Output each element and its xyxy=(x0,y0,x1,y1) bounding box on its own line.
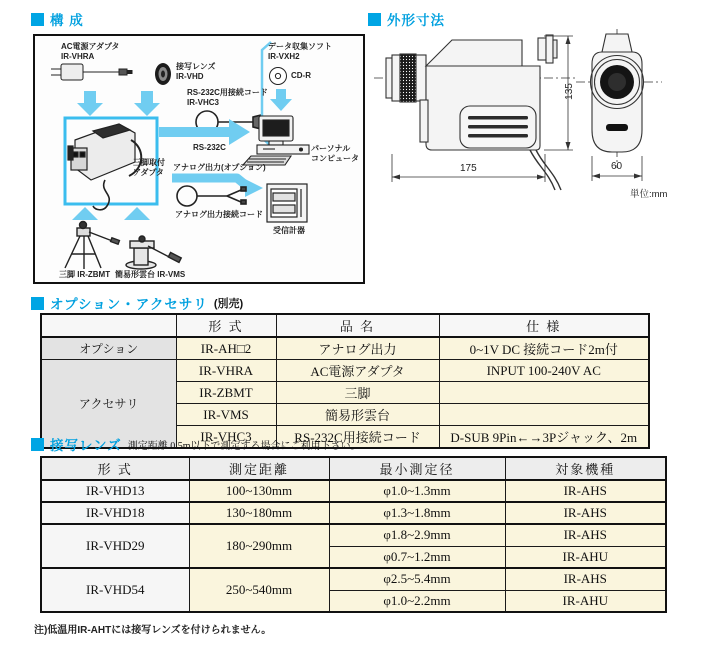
lens-title: 接写レンズ xyxy=(50,438,122,453)
table-header-row xyxy=(41,457,666,480)
dimensions-section-heading xyxy=(368,9,445,29)
closeup-lens-label: 接写レンズ IR-VHD xyxy=(176,62,216,81)
cell-name: 三脚 xyxy=(276,382,439,404)
options-title-suffix: (別売) xyxy=(213,298,244,310)
header-name: 品 名 xyxy=(276,314,439,337)
section-square-icon xyxy=(31,438,44,451)
tripod-icon xyxy=(65,222,119,270)
header-model: 形 式 xyxy=(176,314,276,337)
cell-model: IR-VHRA xyxy=(176,360,276,382)
analog-out-label: アナログ出力(オプション) xyxy=(173,163,266,172)
header-model: 形 式 xyxy=(41,457,189,480)
software-label: データ収集ソフト IR-VXH2 xyxy=(268,42,332,61)
table-row xyxy=(41,502,666,524)
cdr-label: CD-R xyxy=(291,71,311,80)
rs232c-arrow xyxy=(159,119,250,145)
header-target: 対象機種 xyxy=(505,457,666,480)
section-square-icon xyxy=(31,13,44,26)
rs232c-label: RS-232C xyxy=(193,143,226,152)
table-row xyxy=(41,337,649,360)
cell-model: IR-VHD54 xyxy=(41,568,189,612)
cell-distance: 130~180mm xyxy=(189,502,329,524)
device-icon xyxy=(68,124,141,210)
ac-adapter-label: AC電源アダプタ IR-VHRA xyxy=(61,42,120,61)
dim-width-label: 175 xyxy=(460,163,477,174)
cell-distance: 250~540mm xyxy=(189,568,329,612)
analog-cable-label: アナログ出力接続コード xyxy=(175,210,263,219)
cell-spec xyxy=(439,404,649,426)
table-header-row xyxy=(41,314,649,337)
cell-model: IR-VHD29 xyxy=(41,524,189,568)
cell-target: IR-AHU xyxy=(505,590,666,612)
category-accessory: アクセサリ xyxy=(41,360,176,449)
cell-diameter: φ1.8~2.9mm xyxy=(329,524,505,546)
cdr-icon xyxy=(270,68,287,85)
cell-diameter: φ1.3~1.8mm xyxy=(329,502,505,524)
section-square-icon xyxy=(31,297,44,310)
unit-label: 単位:mm xyxy=(630,189,668,200)
cell-target: IR-AHS xyxy=(505,480,666,502)
cell-target: IR-AHS xyxy=(505,524,666,546)
cell-name: RS-232C用接続コード xyxy=(276,426,439,449)
cell-model: IR-VMS xyxy=(176,404,276,426)
analog-cable-icon xyxy=(177,186,246,206)
category-option: オプション xyxy=(41,337,176,360)
cell-target: IR-AHS xyxy=(505,502,666,524)
cell-target: IR-AHS xyxy=(505,568,666,590)
tripod-label: 三脚 IR-ZBMT xyxy=(59,270,111,279)
table-row xyxy=(41,480,666,502)
cell-spec xyxy=(439,382,649,404)
ac-adapter-icon xyxy=(51,64,132,80)
configuration-section-heading xyxy=(31,9,84,29)
cell-name: 簡易形雲台 xyxy=(276,404,439,426)
cell-diameter: φ1.0~1.3mm xyxy=(329,480,505,502)
lens-footnote: 注)低温用IR-AHTには接写レンズを付けられません。 xyxy=(34,625,272,636)
cell-distance: 180~290mm xyxy=(189,524,329,568)
options-accessories-table xyxy=(40,313,650,449)
closeup-lens-icon xyxy=(155,63,171,85)
cell-diameter: φ1.0~2.2mm xyxy=(329,590,505,612)
configuration-diagram xyxy=(33,34,365,284)
table-row xyxy=(41,524,666,546)
cell-spec: D-SUB 9Pin←→3Pジャック、2m xyxy=(439,426,649,449)
configuration-title: 構 成 xyxy=(50,13,84,28)
rs-cable-label: RS-232C用接続コード IR-VHC3 xyxy=(187,88,268,107)
lens-section-heading xyxy=(31,434,361,454)
cdr-down-arrow xyxy=(270,89,292,111)
cell-name: アナログ出力 xyxy=(276,337,439,360)
down-arrows xyxy=(77,91,160,116)
receiver-icon xyxy=(267,184,307,222)
cell-distance: 100~130mm xyxy=(189,480,329,502)
dimension-drawing xyxy=(372,28,720,206)
cell-target: IR-AHU xyxy=(505,546,666,568)
dimension-drawing-art xyxy=(372,28,720,206)
panhead-icon xyxy=(126,236,181,269)
cell-model: IR-VHD13 xyxy=(41,480,189,502)
receiver-label: 受信計器 xyxy=(273,226,305,235)
header-spec: 仕 様 xyxy=(439,314,649,337)
header-empty xyxy=(41,314,176,337)
cell-model: IR-VHC3 xyxy=(176,426,276,449)
section-square-icon xyxy=(368,13,381,26)
cell-diameter: φ2.5~5.4mm xyxy=(329,568,505,590)
options-section-heading xyxy=(31,293,243,313)
dim-height-label: 135 xyxy=(563,83,575,100)
cell-model: IR-AH□2 xyxy=(176,337,276,360)
cell-spec: INPUT 100-240V AC xyxy=(439,360,649,382)
cell-model: IR-ZBMT xyxy=(176,382,276,404)
table-row xyxy=(41,568,666,590)
dim-depth-label: 60 xyxy=(611,161,623,172)
cell-spec: 0~1V DC 接続コード2m付 xyxy=(439,337,649,360)
panhead-label: 簡易形雲台 IR-VMS xyxy=(115,270,186,279)
lens-subtitle: 測定距離 0.5m以下で測定する場合にご利用下さい。 xyxy=(127,440,361,452)
header-diameter: 最小測定径 xyxy=(329,457,505,480)
cell-model: IR-VHD18 xyxy=(41,502,189,524)
table-row xyxy=(41,360,649,382)
tripod-mount-label: 三脚取付 アダプタ xyxy=(133,158,165,177)
cell-diameter: φ0.7~1.2mm xyxy=(329,546,505,568)
header-distance: 測定距離 xyxy=(189,457,329,480)
dimensions-title: 外形寸法 xyxy=(387,13,445,28)
analog-arrow xyxy=(172,178,263,197)
pc-label: パーソナル コンピュータ xyxy=(311,144,359,163)
options-title: オプション・アクセサリ xyxy=(50,297,208,312)
cell-name: AC電源アダプタ xyxy=(276,360,439,382)
closeup-lens-table xyxy=(40,456,667,613)
